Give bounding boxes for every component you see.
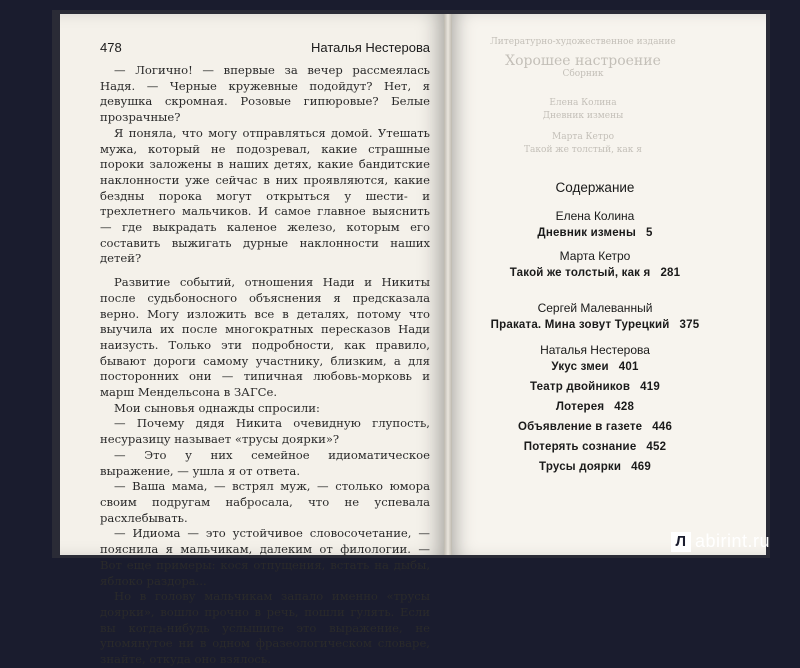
toc-entry [470, 441, 720, 453]
toc-entry-title: Дневник измены [537, 227, 636, 239]
paragraph: — Почему дядя Никита очевидную глупость, несуразицу называет «трусы доярки»? [100, 416, 430, 447]
paragraph: — Логично! — впервые за вечер рассмеялась Надя. — Черные кружевные подойдут? Нет, я девушка скромная. Розовые гипюровые? Белые прозрачные? [100, 63, 430, 125]
paragraph: Развитие событий, отношения Нади и Никиты после судьбоносного объяснения я предсказала верно. Могу изложить все в деталях, потому что выучила их после многократных пересказов Нади наизусть. Только эти подробности, как правило, бывают дороги самому участнику, близким, а для посторонних они — типичная любовь-морковь и марш Мендельсона в ЗАГСе. [100, 275, 430, 400]
bleed-through-text [468, 36, 698, 157]
toc-entry-page: 375 [679, 319, 700, 331]
page-number: 478 [100, 40, 122, 55]
toc-author: Марта Кетро [559, 249, 631, 263]
toc-author: Сергей Малеванный [537, 301, 653, 315]
toc-entry-page: 446 [652, 421, 673, 433]
toc-entry [470, 401, 720, 413]
toc-entry-title: Лотерея [555, 401, 605, 413]
bleed-line: Елена Колина [549, 98, 617, 108]
toc-entry-page: 452 [646, 441, 667, 453]
toc-entry-page: 419 [640, 381, 660, 393]
toc-entry-page: 469 [631, 461, 651, 473]
paragraph: — Это у них семейное идиоматическое выражение, — ушла я от ответа. [100, 447, 430, 478]
toc-entry-title: Такой же толстый, как я [509, 267, 651, 279]
bleed-line: Такой же толстый, как я [524, 145, 642, 155]
bleed-line: Сборник [562, 69, 604, 79]
paragraph: Но в голову мальчикам запало именно «трусы доярки», вошло прочно в речь, пошли гулять. Если вы когда-нибудь услышите это выражение, не упомянутое ни в одном фразеологическом словаре, знайте, откуда оно взялось. [100, 589, 430, 667]
watermark-logo-icon: Л [671, 532, 691, 552]
paragraph: — Ваша мама, — встрял муж, — столько юмора своим подругам набросала, что не успевала расхлебывать. [100, 479, 430, 525]
bleed-line: Дневник измены [542, 111, 624, 121]
bleed-line: Марта Кетро [552, 132, 614, 142]
toc-entry [470, 381, 720, 393]
toc-entry [470, 319, 720, 331]
table-of-contents [470, 180, 720, 473]
bleed-line: Хорошее настроение [505, 53, 661, 69]
toc-author: Елена Колина [555, 209, 635, 223]
toc-entry-title: Театр двойников [530, 381, 631, 393]
toc-entry-title: Потерять сознание [523, 441, 637, 453]
toc-entry [470, 267, 720, 279]
toc-entry-title: Праката. Мина зовут Турецкий [490, 319, 670, 331]
toc-entry-title: Укус змеи [551, 361, 609, 373]
toc-title: Содержание [555, 180, 635, 195]
body-text [100, 63, 430, 668]
paragraph: Мои сыновья однажды спросили: [114, 400, 320, 415]
watermark-text: abirint.ru [694, 530, 770, 551]
toc-entry-page: 281 [660, 267, 681, 279]
toc-entry [470, 227, 720, 239]
bleed-line: Литературно-художественное издание [490, 37, 676, 47]
author-header: Наталья Нестерова [311, 40, 430, 55]
book-spine [444, 14, 452, 555]
toc-entry-page: 428 [614, 401, 635, 413]
toc-entry-title: Трусы доярки [539, 461, 622, 473]
toc-entry-page: 5 [645, 227, 653, 239]
paragraph: — Идиома — это устойчивое словосочетание, — пояснила я мальчикам, далеким от филологии. — Вот еще примеры: кося отпущения, встать на дыбы, яблоко раздора... [100, 526, 430, 588]
site-watermark [671, 531, 770, 552]
toc-entry [470, 461, 720, 473]
toc-entry [470, 361, 720, 373]
toc-entry-page: 401 [618, 361, 639, 373]
toc-author: Наталья Нестерова [540, 343, 650, 357]
paragraph: Я поняла, что могу отправляться домой. Утешать мужа, который не подозревал, какие страшные пороки заложены в наших детях, какие бандитские наклонности уже сейчас в них проявляются, какие бездны порока могут открыться у шести- и трехлетнего мальчиков. И самое главное выяснить — где выкрадать каленое железо, которым его составить выжигать дурные наклонности наших детей? [100, 125, 430, 266]
toc-entry [470, 421, 720, 433]
toc-entry-title: Объявление в газете [517, 421, 643, 433]
